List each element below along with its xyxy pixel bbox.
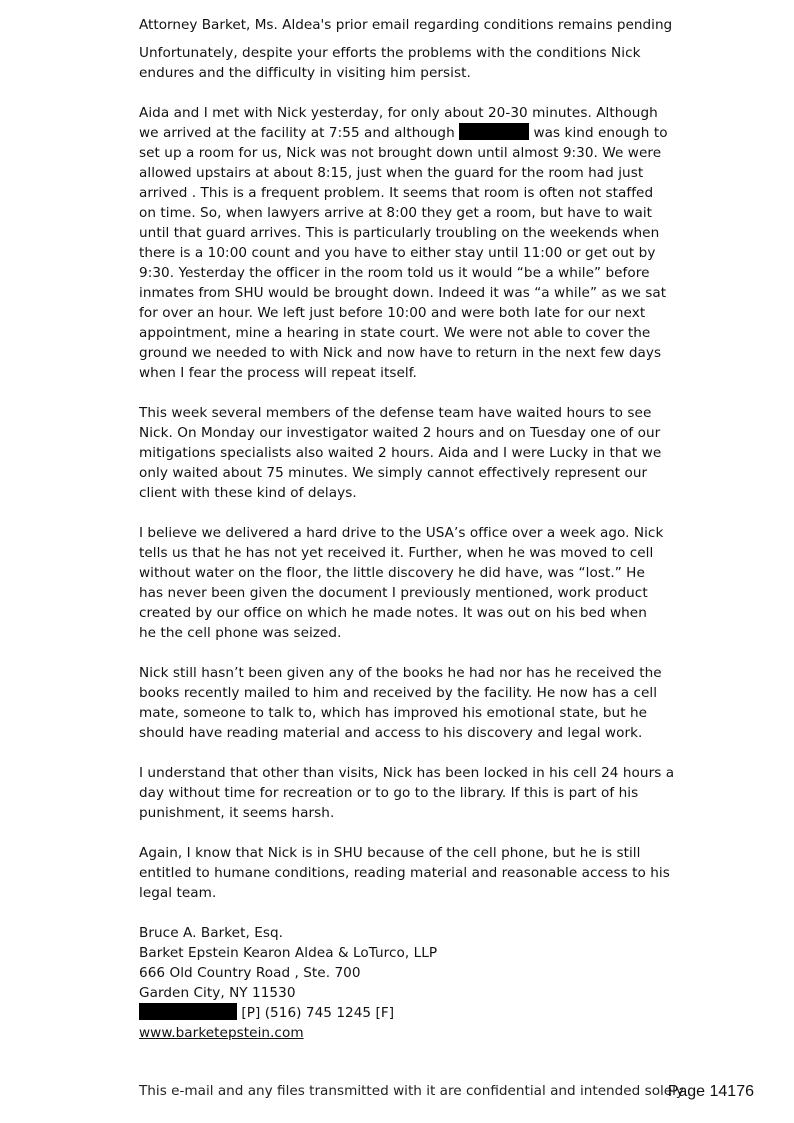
text-line: Unfortunately, despite your efforts the problems with the conditions Nick — [139, 45, 641, 61]
text-line: Nick. On Monday our investigator waited 2 hours and on Tuesday one of our — [139, 425, 661, 441]
text-line: mate, someone to talk to, which has improved his emotional state, but he — [139, 705, 648, 721]
page-number: Page 14176 — [667, 1083, 754, 1100]
paragraph-7 — [139, 843, 699, 903]
text-line: Again, I know that Nick is in SHU because of the cell phone, but he is still — [139, 845, 641, 861]
cut-off-top-text: Attorney Barket, Ms. Aldea's prior email regarding conditions remains pending — [139, 17, 673, 33]
paragraph-4 — [139, 523, 699, 643]
phone-text: [P] (516) 745 1245 [F] — [237, 1005, 395, 1021]
signature-website-line — [139, 1023, 699, 1043]
paragraph-6 — [139, 763, 699, 823]
text-line: mitigations specialists also waited 2 hours. Aida and I were Lucky in that we — [139, 445, 662, 461]
signature-address-city: Garden City, NY 11530 — [139, 985, 296, 1001]
text-line: punishment, it seems harsh. — [139, 805, 335, 821]
text-line: endures and the difficulty in visiting him persist. — [139, 65, 471, 81]
text-line: set up a room for us, Nick was not brought down until almost 9:30. We were — [139, 145, 662, 161]
text-line: ground we needed to with Nick and now have to return in the next few days — [139, 345, 662, 361]
cut-off-bottom-line — [139, 1081, 684, 1099]
cut-off-bottom-text: This e-mail and any files transmitted with it are confidential and intended solely — [139, 1083, 684, 1099]
text-line: inmates from SHU would be brought down. Indeed it was “a while” as we sat — [139, 285, 667, 301]
text-line: 9:30. Yesterday the officer in the room told us it would “be a while” before — [139, 265, 650, 281]
text-line: client with these kind of delays. — [139, 485, 357, 501]
text-line: on time. So, when lawyers arrive at 8:00 they get a room, but have to wait — [139, 205, 653, 221]
text-line: has never been given the document I previously mentioned, work product — [139, 585, 648, 601]
paragraph-2 — [139, 103, 699, 383]
signature-phone-line — [139, 1003, 699, 1023]
signature-address-street: 666 Old Country Road , Ste. 700 — [139, 965, 361, 981]
paragraph-1 — [139, 43, 699, 83]
text-line-with-redaction — [139, 123, 699, 143]
text-line: allowed upstairs at about 8:15, just when the guard for the room had just — [139, 165, 644, 181]
text-line: without water on the floor, the little discovery he did have, was “lost.” He — [139, 565, 645, 581]
text-line: for over an hour. We left just before 10:00 and were both late for our next — [139, 305, 646, 321]
text-line: until that guard arrives. This is particularly troubling on the weekends when — [139, 225, 660, 241]
text-line: This week several members of the defense team have waited hours to see — [139, 405, 652, 421]
text-line: appointment, mine a hearing in state court. We were not able to cover the — [139, 325, 651, 341]
signature-firm: Barket Epstein Kearon Aldea & LoTurco, LLP — [139, 945, 438, 961]
text-line: I believe we delivered a hard drive to the USA’s office over a week ago. Nick — [139, 525, 664, 541]
text-line: when I fear the process will repeat itself. — [139, 365, 417, 381]
text-line: books recently mailed to him and received by the facility. He now has a cell — [139, 685, 658, 701]
text-line: legal team. — [139, 885, 217, 901]
text-line: there is a 10:00 count and you have to either stay until 11:00 or get out by — [139, 245, 656, 261]
text-line: I understand that other than visits, Nick has been locked in his cell 24 hours a — [139, 765, 675, 781]
paragraph-5 — [139, 663, 699, 743]
signature-block — [139, 923, 699, 1043]
text-segment: was kind enough to — [529, 125, 668, 141]
redaction-bar — [459, 123, 529, 140]
redaction-bar — [139, 1003, 237, 1020]
text-line: he the cell phone was seized. — [139, 625, 342, 641]
paragraph-3 — [139, 403, 699, 503]
text-line: created by our office on which he made notes. It was out on his bed when — [139, 605, 647, 621]
text-line: tells us that he has not yet received it. Further, when he was moved to cell — [139, 545, 654, 561]
text-line: should have reading material and access to his discovery and legal work. — [139, 725, 643, 741]
text-line: day without time for recreation or to go to the library. If this is part of his — [139, 785, 639, 801]
text-segment: we arrived at the facility at 7:55 and although — [139, 125, 460, 141]
cut-off-top-line — [139, 17, 699, 38]
text-line: only waited about 75 minutes. We simply cannot effectively represent our — [139, 465, 648, 481]
website-link[interactable]: www.barketepstein.com — [139, 1025, 304, 1041]
text-line: Aida and I met with Nick yesterday, for only about 20-30 minutes. Although — [139, 105, 658, 121]
text-line: Nick still hasn’t been given any of the books he had nor has he received the — [139, 665, 662, 681]
letter-body — [139, 43, 699, 1043]
signature-name: Bruce A. Barket, Esq. — [139, 925, 284, 941]
text-line: entitled to humane conditions, reading material and reasonable access to his — [139, 865, 670, 881]
text-line: arrived . This is a frequent problem. It seems that room is often not staffed — [139, 185, 654, 201]
